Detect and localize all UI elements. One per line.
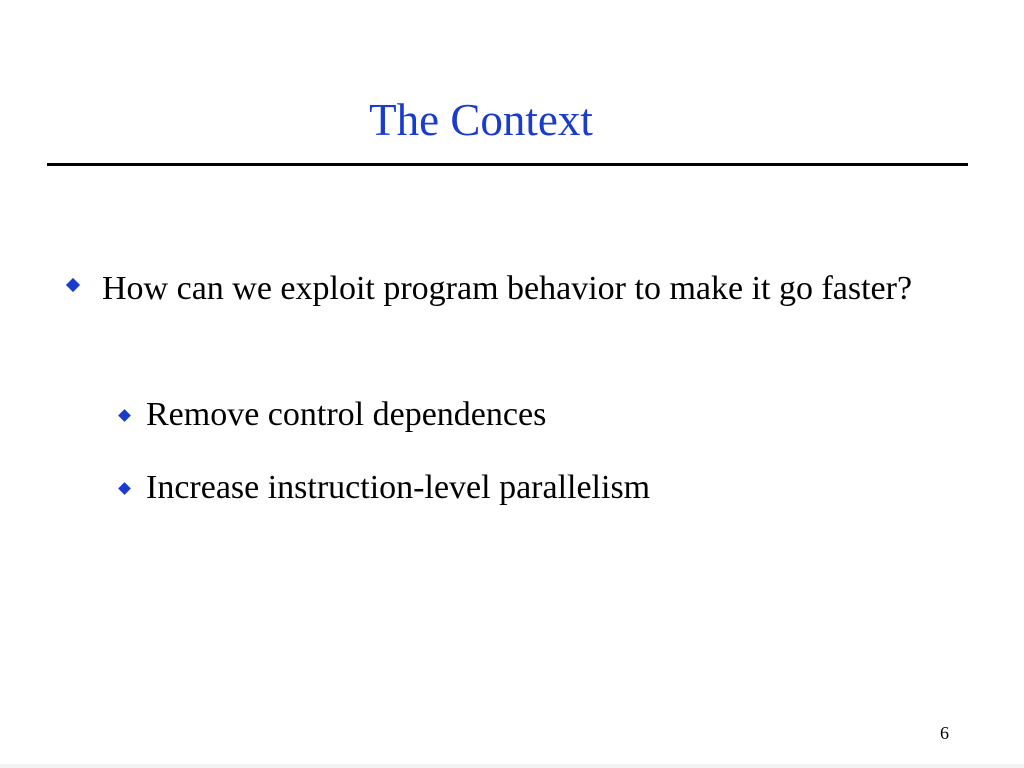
sub-bullet-text: Remove control dependences [146, 396, 547, 433]
slide-title: The Context [369, 95, 593, 145]
bottom-band [0, 764, 1024, 768]
page-number: 6 [940, 723, 949, 743]
title-divider [47, 163, 968, 166]
bullet-text: How can we exploit program behavior to make it go faster? [102, 270, 913, 307]
diamond-bullet-icon [66, 278, 80, 292]
sub-bullet-text: Increase instruction-level parallelism [146, 469, 651, 506]
diamond-bullet-icon [118, 409, 131, 422]
diamond-bullet-icon [118, 482, 131, 495]
